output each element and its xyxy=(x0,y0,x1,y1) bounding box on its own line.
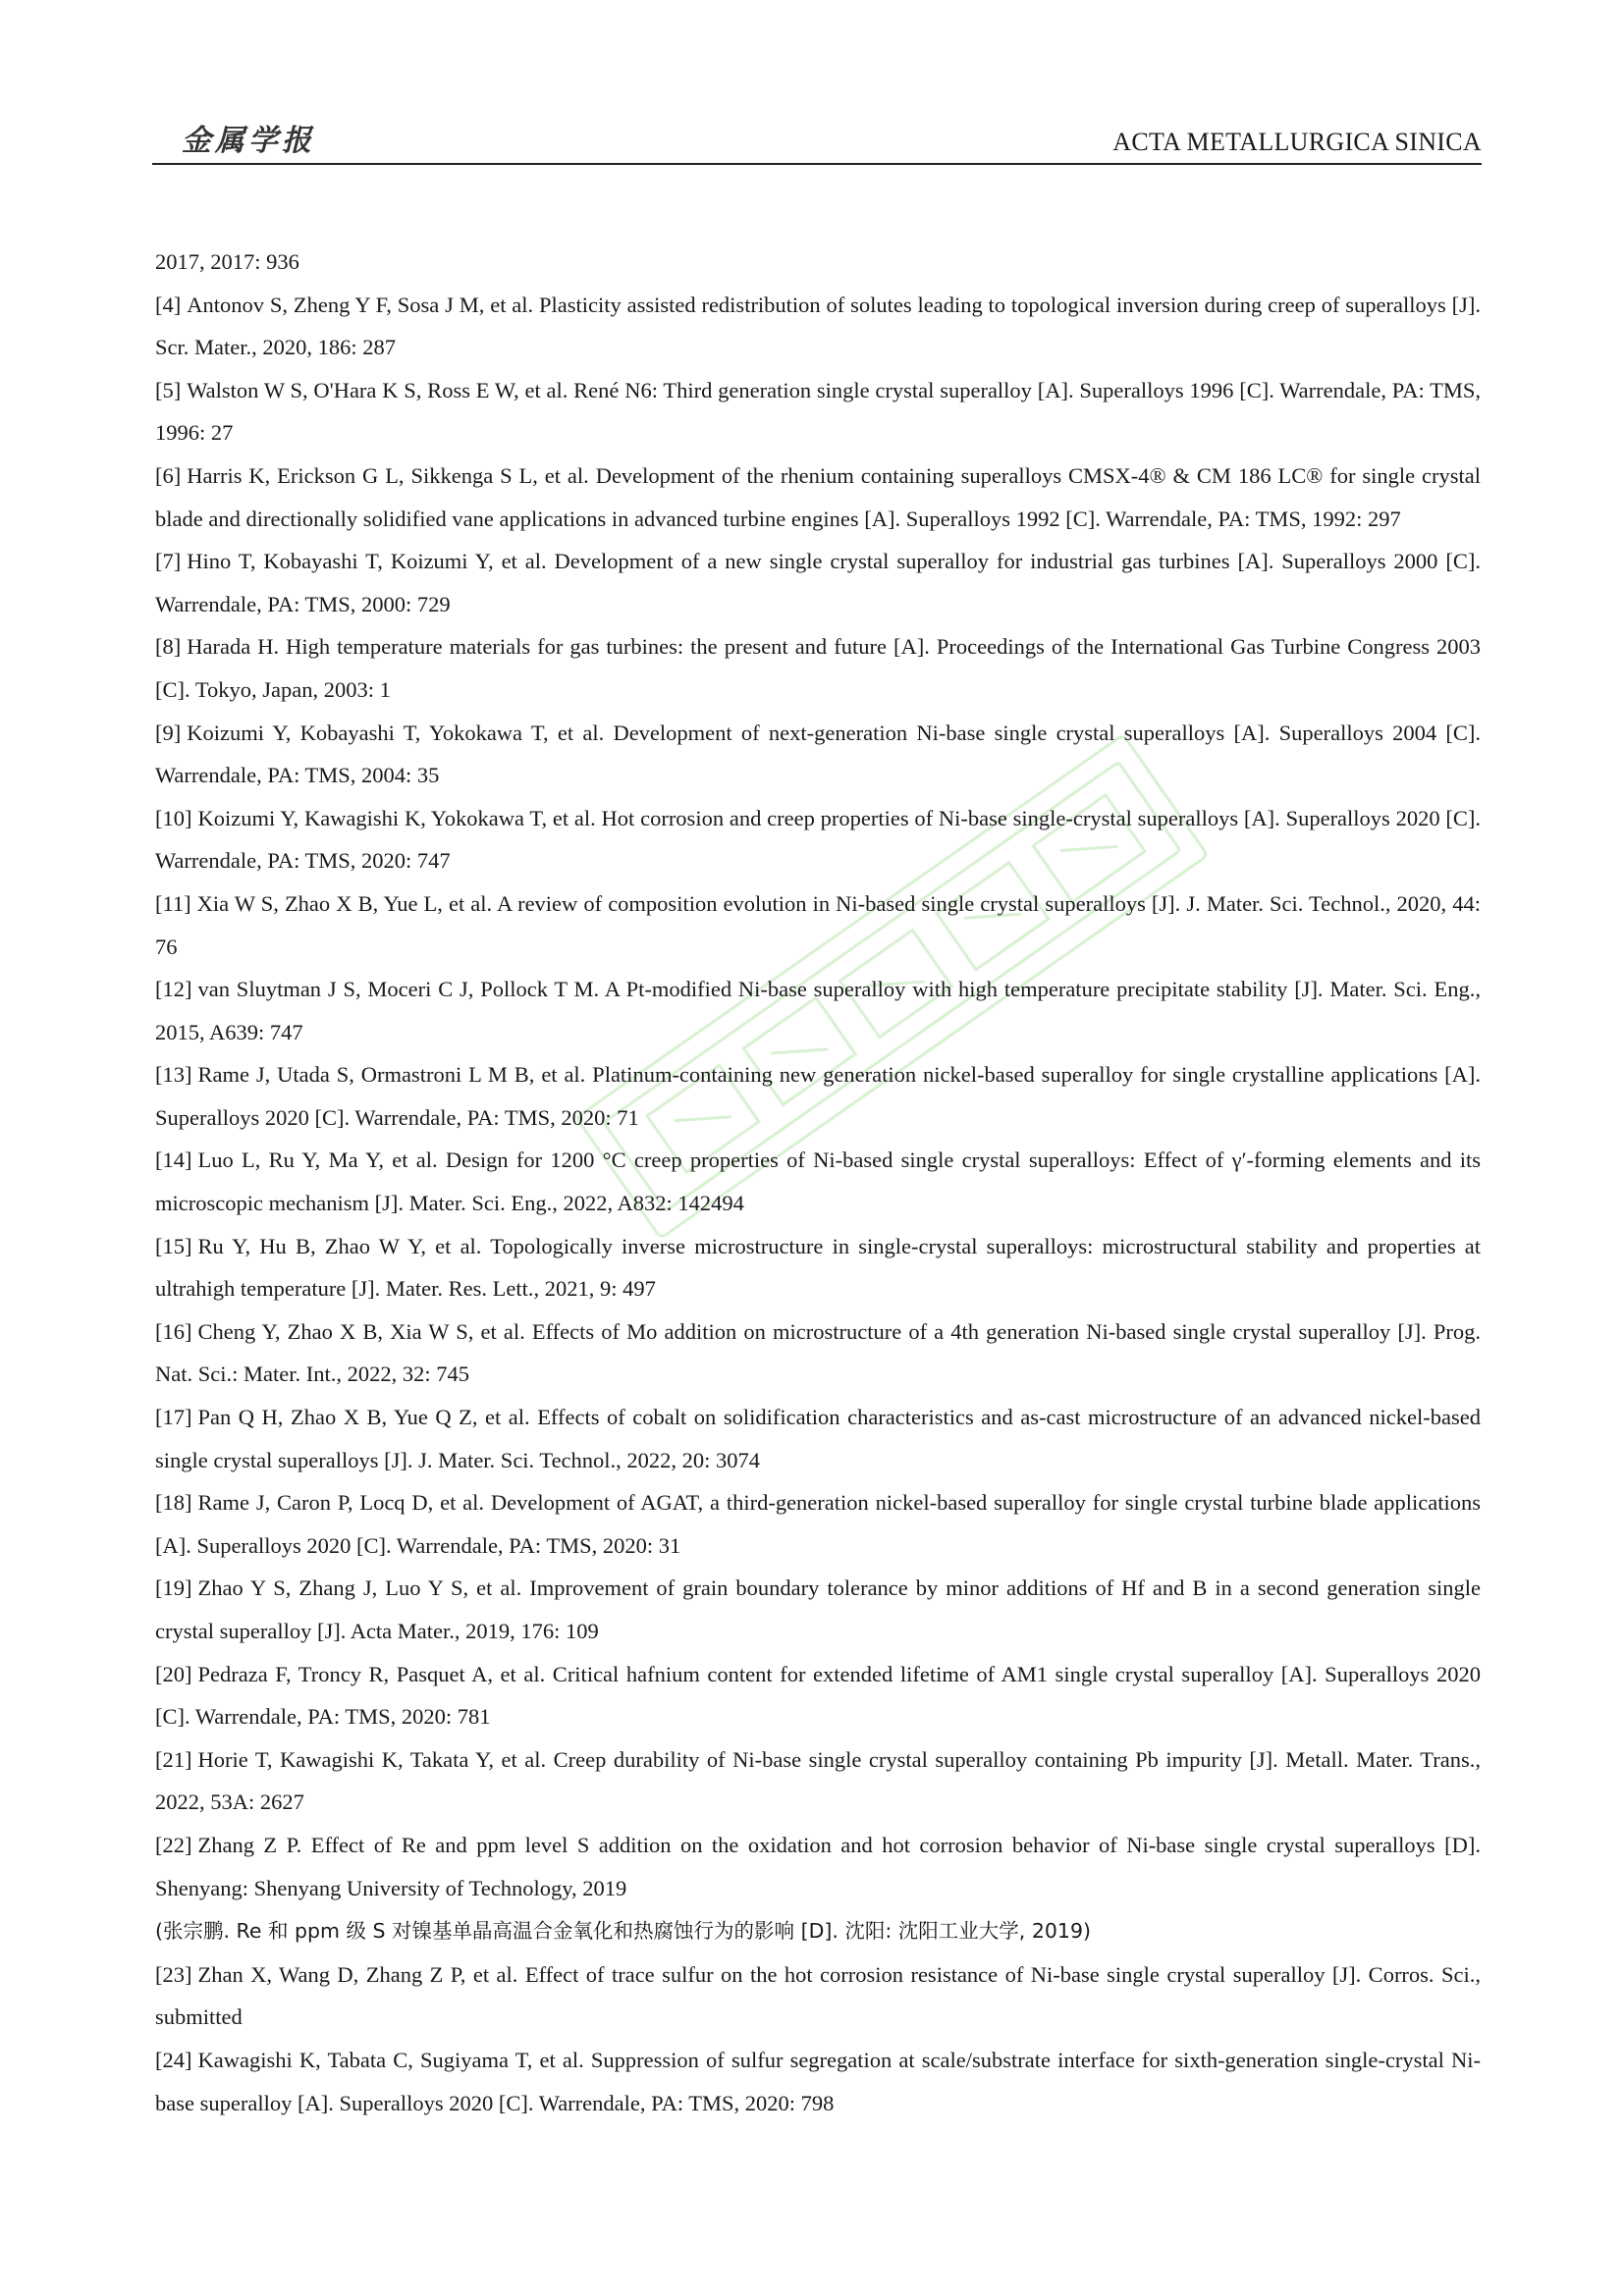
reference-text: van Sluytman J S, Moceri C J, Pollock T M. A Pt-modified Ni-base superalloy with high temperature precipitate stability [J]. Mater. Sci. Eng., 2015, A639: 747 xyxy=(155,977,1481,1044)
reference-item xyxy=(155,1567,1481,1652)
reference-number: [23] xyxy=(155,1961,192,1987)
reference-item xyxy=(155,1824,1481,1909)
reference-text: Koizumi Y, Kobayashi T, Yokokawa T, et al. Development of next-generation Ni-base single crystal superalloys [A]. Superalloys 2004 [C]. Warrendale, PA: TMS, 2004: 35 xyxy=(155,720,1481,788)
journal-logo: 金属学报 xyxy=(182,124,315,158)
reference-text: (张宗鹏. Re 和 ppm 级 S 对镍基单晶高温合金氧化和热腐蚀行为的影响 [D]. 沈阳: 沈阳工业大学, 2019) xyxy=(155,1919,1092,1944)
reference-text: Luo L, Ru Y, Ma Y, et al. Design for 1200 °C creep properties of Ni-based single crystal superalloys: Effect of γ′-forming elements and its microscopic mechanism [J]. Mater. Sci. Eng., 2022, A832: 142494 xyxy=(155,1148,1481,1216)
reference-text: Antonov S, Zheng Y F, Sosa J M, et al. Plasticity assisted redistribution of solutes leading to topological inversion during creep of superalloys [J]. Scr. Mater., 2020, 186: 287 xyxy=(155,292,1481,360)
reference-item xyxy=(155,1310,1481,1396)
reference-item xyxy=(155,882,1481,968)
reference-text: Zhang Z P. Effect of Re and ppm level S addition on the oxidation and hot corrosion behavior of Ni-base single crystal superalloys [D]. Shenyang: Shenyang University of Technology, 2019 xyxy=(155,1832,1481,1900)
reference-text: Harada H. High temperature materials for gas turbines: the present and future [A]. Proceedings of the International Gas Turbine Congress 2003 [C]. Tokyo, Japan, 2003: 1 xyxy=(155,634,1481,702)
reference-list xyxy=(155,240,1481,2124)
reference-text: Pan Q H, Zhao X B, Yue Q Z, et al. Effects of cobalt on solidification characteristics and as-cast microstructure of an advanced nickel-based single crystal superalloys [J]. J. Mater. Sci. Technol., 2022, 20: 3074 xyxy=(155,1405,1481,1472)
journal-title: ACTA METALLURGICA SINICA xyxy=(1112,128,1482,156)
reference-number: [12] xyxy=(155,977,192,1002)
reference-number: [4] xyxy=(155,292,182,317)
reference-number: [21] xyxy=(155,1746,192,1772)
reference-item xyxy=(155,284,1481,369)
reference-item xyxy=(155,797,1481,882)
header-divider xyxy=(152,163,1482,165)
reference-number: [13] xyxy=(155,1062,192,1088)
reference-item xyxy=(155,1953,1481,2039)
reference-number: [8] xyxy=(155,634,182,660)
reference-number: [5] xyxy=(155,377,182,402)
reference-number: [7] xyxy=(155,549,182,574)
reference-text: Zhan X, Wang D, Zhang Z P, et al. Effect of trace sulfur on the hot corrosion resistance of Ni-base single crystal superalloy [J]. Corros. Sci., submitted xyxy=(155,1961,1481,2030)
reference-item xyxy=(155,1139,1481,1224)
reference-text: Harris K, Erickson G L, Sikkenga S L, et al. Development of the rhenium containing superalloys CMSX-4® & CM 186 LC® for single crystal blade and directionally solidified vane applications in advanced turbine engines [A]. Superalloys 1992 [C]. Warrendale, PA: TMS, 1992: 297 xyxy=(155,462,1481,531)
reference-text: Rame J, Utada S, Ormastroni L M B, et al. Platinum-containing new generation nickel-based superalloy for single crystalline applications [A]. Superalloys 2020 [C]. Warrendale, PA: TMS, 2020: 71 xyxy=(155,1062,1481,1130)
reference-number: [11] xyxy=(155,890,191,916)
reference-item xyxy=(155,1653,1481,1738)
reference-text: Kawagishi K, Tabata C, Sugiyama T, et al. Suppression of sulfur segregation at scale/substrate interface for sixth-generation single-crystal Ni-base superalloy [A]. Superalloys 2020 [C]. Warrendale, PA: TMS, 2020: 798 xyxy=(155,2047,1481,2115)
reference-item xyxy=(155,454,1481,540)
reference-number: [6] xyxy=(155,462,182,488)
reference-number: [17] xyxy=(155,1405,192,1430)
reference-item xyxy=(155,712,1481,797)
reference-text: Cheng Y, Zhao X B, Xia W S, et al. Effects of Mo addition on microstructure of a 4th generation Ni-based single crystal superalloy [J]. Prog. Nat. Sci.: Mater. Int., 2022, 32: 745 xyxy=(155,1318,1481,1387)
reference-item xyxy=(155,968,1481,1053)
reference-number: [9] xyxy=(155,720,182,745)
reference-item xyxy=(155,1481,1481,1567)
reference-item xyxy=(155,240,1481,284)
reference-text: Zhao Y S, Zhang J, Luo Y S, et al. Improvement of grain boundary tolerance by minor additions of Hf and B in a second generation single crystal superalloy [J]. Acta Mater., 2019, 176: 109 xyxy=(155,1575,1481,1643)
reference-item xyxy=(155,369,1481,454)
reference-item xyxy=(155,625,1481,711)
reference-text: Horie T, Kawagishi K, Takata Y, et al. Creep durability of Ni-base single crystal superalloy containing Pb impurity [J]. Metall. Mater. Trans., 2022, 53A: 2627 xyxy=(155,1746,1481,1815)
reference-number: [18] xyxy=(155,1490,192,1516)
reference-text: Hino T, Kobayashi T, Koizumi Y, et al. Development of a new single crystal superalloy for industrial gas turbines [A]. Superalloys 2000 [C]. Warrendale, PA: TMS, 2000: 729 xyxy=(155,549,1481,616)
reference-number: [19] xyxy=(155,1575,192,1601)
reference-text: Rame J, Caron P, Locq D, et al. Development of AGAT, a third-generation nickel-based superalloy for single crystal turbine blade applications [A]. Superalloys 2020 [C]. Warrendale, PA: TMS, 2020: 31 xyxy=(155,1490,1481,1558)
reference-number: [14] xyxy=(155,1148,192,1173)
reference-text: Walston W S, O'Hara K S, Ross E W, et al. René N6: Third generation single crystal superalloy [A]. Superalloys 1996 [C]. Warrendale, PA: TMS, 1996: 27 xyxy=(155,377,1481,446)
reference-number: [20] xyxy=(155,1661,192,1686)
reference-number: [22] xyxy=(155,1832,192,1857)
reference-text: Xia W S, Zhao X B, Yue L, et al. A review of composition evolution in Ni-based single crystal superalloys [J]. J. Mater. Sci. Technol., 2020, 44: 76 xyxy=(155,890,1481,959)
reference-number: [16] xyxy=(155,1318,192,1344)
reference-item xyxy=(155,1225,1481,1310)
reference-item xyxy=(155,1053,1481,1139)
reference-item xyxy=(155,1738,1481,1824)
reference-number: [10] xyxy=(155,805,192,830)
reference-item xyxy=(155,2039,1481,2124)
reference-item xyxy=(155,1396,1481,1481)
reference-text: Pedraza F, Troncy R, Pasquet A, et al. Critical hafnium content for extended lifetime of AM1 single crystal superalloy [A]. Superalloys 2020 [C]. Warrendale, PA: TMS, 2020: 781 xyxy=(155,1661,1481,1730)
reference-item xyxy=(155,540,1481,625)
reference-item xyxy=(155,1909,1481,1953)
reference-text: Koizumi Y, Kawagishi K, Yokokawa T, et al. Hot corrosion and creep properties of Ni-base single-crystal superalloys [A]. Superalloys 2020 [C]. Warrendale, PA: TMS, 2020: 747 xyxy=(155,805,1481,874)
reference-text: Ru Y, Hu B, Zhao W Y, et al. Topologically inverse microstructure in single-crystal superalloys: microstructural stability and properties at ultrahigh temperature [J]. Mater. Res. Lett., 2021, 9: 497 xyxy=(155,1233,1481,1302)
reference-text: 2017, 2017: 936 xyxy=(155,249,299,274)
reference-number: [15] xyxy=(155,1233,192,1258)
reference-number: [24] xyxy=(155,2047,192,2072)
